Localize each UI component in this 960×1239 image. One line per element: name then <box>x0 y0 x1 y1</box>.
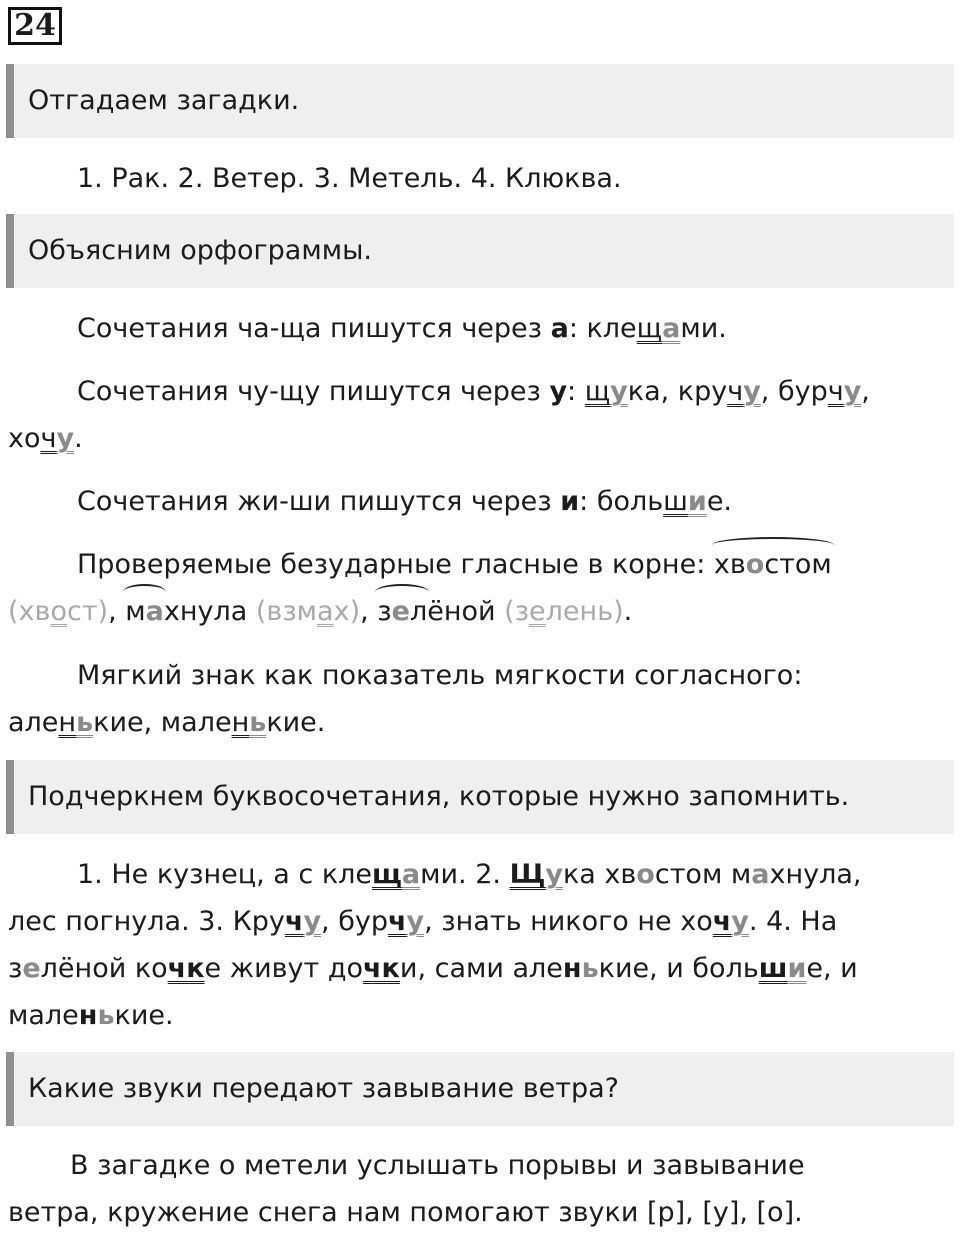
zelenoy-tail: ёной <box>427 596 496 627</box>
root-arc-zel: зел <box>377 588 427 635</box>
underline-line-2: лес погнула. 3. Кручу, бурчу, знать никого не хочу. 4. На <box>8 906 838 937</box>
wind-answer-line-2: ветра, кружение снега нам помогают звуки [р], [у], [о]. <box>8 1197 803 1228</box>
rule-checkable-vowels-cont: (хвост), махнула (взмах), зелёной (зелень). <box>8 588 632 635</box>
section-heading-underline: Подчеркнем буквосочетания, которые нужно запомнить. <box>6 760 954 834</box>
wind-answer-line-1: В загадке о метели услышать порывы и завывание <box>70 1150 805 1181</box>
rule-chu-schu: Сочетания чу-щу пишутся через у: щука, кручу, бурчу, <box>77 376 870 407</box>
section-heading-riddles: Отгадаем загадки. <box>6 64 954 138</box>
section-heading-orthograms: Объясним орфограммы. <box>6 214 954 288</box>
rule-cha-scha: Сочетания ча-ща пишутся через а: клещами. <box>77 313 727 344</box>
rule-soft-sign-cont: аленькие, маленькие. <box>8 707 326 738</box>
underline-line-4: маленькие. <box>8 1000 174 1031</box>
exercise-number: 24 <box>8 7 62 45</box>
underline-line-1: 1. Не кузнец, а с клещами. 2. Щука хвостом махнула, <box>77 859 862 890</box>
root-arc-khvost: хвостом <box>714 541 832 588</box>
root-arc-makh: ма <box>125 588 164 635</box>
riddle-answers: 1. Рак. 2. Ветер. 3. Метель. 4. Клюква. <box>77 163 622 194</box>
rule-zhi-shi: Сочетания жи-ши пишутся через и: большие. <box>77 486 733 517</box>
section-heading-wind-sounds: Какие звуки передают завывание ветра? <box>6 1052 954 1126</box>
underline-line-3: зелёной кочке живут дочки, сами аленькие, и большие, и <box>8 953 858 984</box>
rule-chu-schu-cont: хочу. <box>8 423 83 454</box>
rule-soft-sign: Мягкий знак как показатель мягкости согласного: <box>77 660 803 691</box>
rule-checkable-vowels: Проверяемые безударные гласные в корне: хвостом <box>8 541 960 588</box>
